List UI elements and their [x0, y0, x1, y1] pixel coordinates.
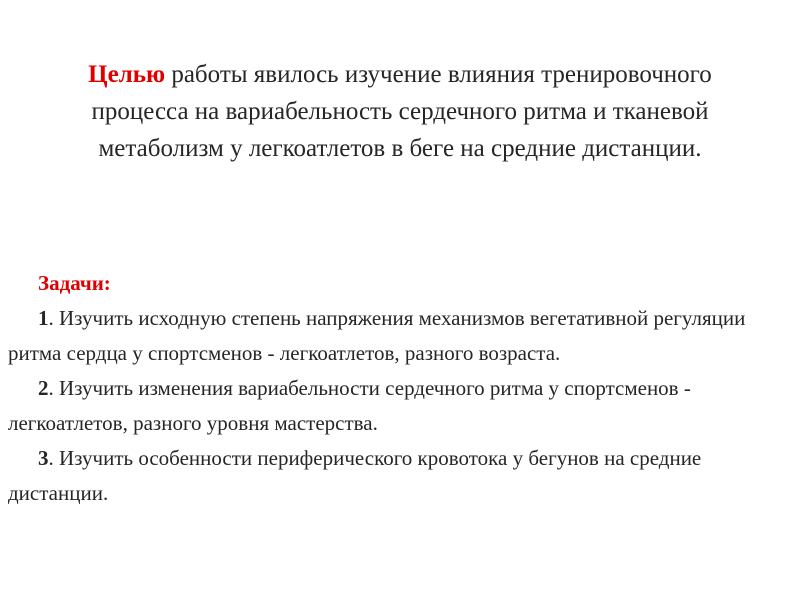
tasks-section	[8, 266, 796, 511]
goal-paragraph	[40, 56, 760, 167]
task-item-2	[8, 371, 796, 441]
task-text-1: . Изучить исходную степень напряжения механизмов вегетативной регуляции ритма сердца у спортсменов - легкоатлетов, разного возраста.	[8, 306, 746, 365]
task-text-2: . Изучить изменения вариабельности сердечного ритма у спортсменов - легкоатлетов, разного уровня мастерства.	[8, 376, 691, 435]
task-number-1: 1	[38, 306, 49, 330]
tasks-heading: Задачи:	[38, 271, 111, 295]
task-item-3	[8, 441, 796, 511]
task-number-2: 2	[38, 376, 49, 400]
task-text-3: . Изучить особенности периферического кровотока у бегунов на средние дистанции.	[8, 446, 702, 505]
task-number-3: 3	[38, 446, 49, 470]
task-item-1	[8, 301, 796, 371]
goal-accent-word: Целью	[88, 61, 166, 88]
goal-text: работы явилось изучение влияния тренировочного процесса на вариабельность сердечного ритма и тканевой метаболизм у легкоатлетов в беге на средние дистанции.	[91, 61, 712, 162]
